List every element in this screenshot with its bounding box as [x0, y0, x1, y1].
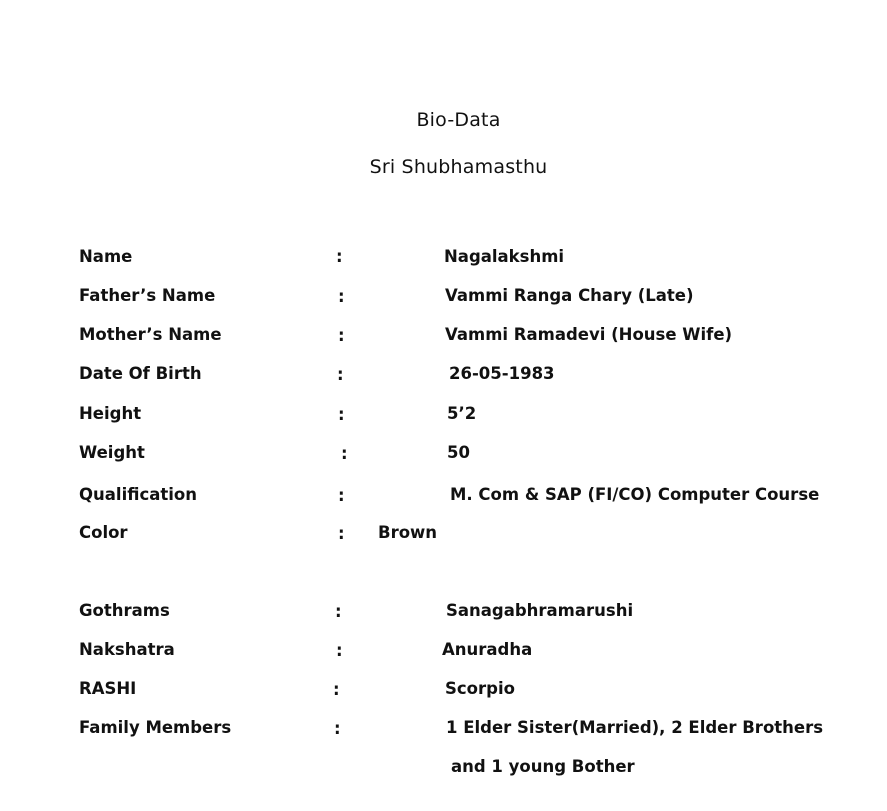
value-date-of-birth: 26-05-1983	[449, 364, 555, 383]
separator-height: :	[338, 405, 345, 424]
label-gothrams: Gothrams	[79, 601, 170, 620]
value-rashi: Scorpio	[445, 679, 515, 698]
separator-nakshatra: :	[336, 641, 343, 660]
value-gothrams: Sanagabhramarushi	[446, 601, 634, 620]
separator-gothrams: :	[335, 602, 342, 621]
separator-name: :	[336, 247, 343, 266]
label-nakshatra: Nakshatra	[79, 640, 175, 659]
separator-family-members: :	[334, 719, 341, 738]
separator-date-of-birth: :	[337, 365, 344, 384]
value-family-members: 1 Elder Sister(Married), 2 Elder Brothers	[446, 718, 824, 737]
value-name: Nagalakshmi	[444, 247, 565, 266]
value-color: Brown	[378, 523, 438, 542]
label-weight: Weight	[79, 443, 145, 462]
document-subtitle: Sri Shubhamasthu	[369, 156, 548, 178]
value-family-members-line2: and 1 young Bother	[451, 757, 635, 776]
document-title: Bio-Data	[416, 109, 501, 131]
label-mothers-name: Mother’s Name	[79, 325, 222, 344]
label-height: Height	[79, 404, 142, 423]
separator-mothers-name: :	[338, 326, 345, 345]
label-fathers-name: Father’s Name	[79, 286, 216, 305]
separator-weight: :	[341, 444, 348, 463]
label-family-members: Family Members	[79, 718, 232, 737]
value-height: 5’2	[447, 404, 477, 423]
label-name: Name	[79, 247, 133, 266]
label-qualification: Qualification	[79, 485, 197, 504]
label-rashi: RASHI	[79, 679, 137, 698]
separator-qualification: :	[338, 486, 345, 505]
value-nakshatra: Anuradha	[442, 640, 533, 659]
label-color: Color	[79, 523, 128, 542]
separator-fathers-name: :	[338, 287, 345, 306]
value-qualification: M. Com & SAP (FI/CO) Computer Course	[450, 485, 820, 504]
value-fathers-name: Vammi Ranga Chary (Late)	[445, 286, 694, 305]
separator-color: :	[338, 524, 345, 543]
value-mothers-name: Vammi Ramadevi (House Wife)	[445, 325, 733, 344]
value-weight: 50	[447, 443, 470, 462]
label-date-of-birth: Date Of Birth	[79, 364, 202, 383]
separator-rashi: :	[333, 680, 340, 699]
